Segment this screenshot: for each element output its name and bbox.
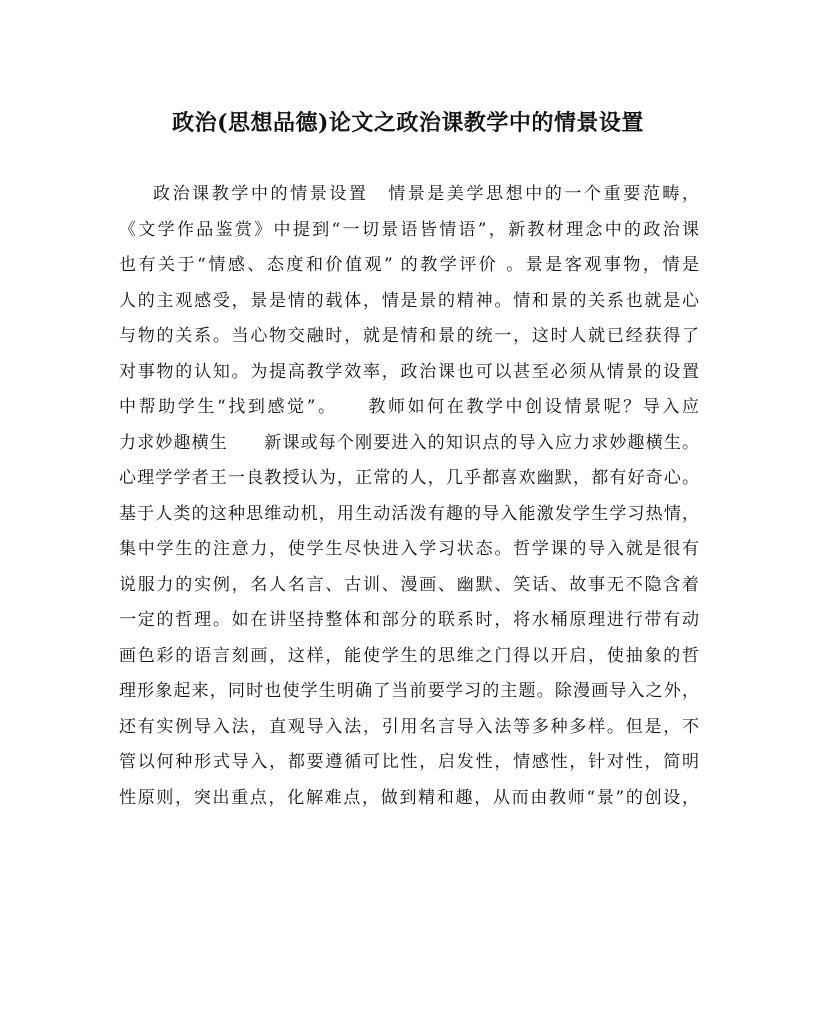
body-line: 管以何种形式导入，都要遵循可比性，启发性，情感性，针对性，简明 <box>119 752 699 772</box>
body-line: 对事物的认知。为提高教学效率，政治课也可以甚至必须从情景的设置 <box>119 361 699 382</box>
body-line: 基于人类的这种思维动机，用生动活泼有趣的导入能激发学生学习热情， <box>119 503 699 524</box>
body-line: 中帮助学生“找到感觉”。 教师如何在教学中创设情景呢？导入应 <box>119 397 699 417</box>
document-body <box>119 183 699 822</box>
body-line: 画色彩的语言刻画，这样，能使学生的思维之门得以开启，使抽象的哲 <box>119 645 699 666</box>
body-line: 心理学学者王一良教授认为，正常的人，几乎都喜欢幽默，都有好奇心。 <box>119 468 699 488</box>
body-line: 理形象起来，同时也使学生明确了当前要学习的主题。除漫画导入之外， <box>119 681 699 701</box>
body-line: 政治课教学中的情景设置 情景是美学思想中的一个重要范畴， <box>153 184 699 204</box>
body-line: 性原则，突出重点，化解难点，做到精和趣，从而由教师“景”的创设， <box>119 787 699 808</box>
body-line: 与物的关系。当心物交融时，就是情和景的统一，这时人就已经获得了 <box>119 326 699 346</box>
body-line: 说服力的实例，名人名言、古训、漫画、幽默、笑话、故事无不隐含着 <box>119 574 699 595</box>
body-line: 人的主观感受，景是情的载体，情是景的精神。情和景的关系也就是心 <box>119 290 699 311</box>
body-line: 还有实例导入法，直观导入法，引用名言导入法等多种多样。但是，不 <box>119 716 699 737</box>
body-line: 一定的哲理。如在讲坚持整体和部分的联系时，将水桶原理进行带有动 <box>119 610 699 630</box>
body-line: 《文学作品鉴赏》中提到“一切景语皆情语”，新教材理念中的政治课 <box>119 219 699 240</box>
document-title: 政治(思想品德)论文之政治课教学中的情景设置 <box>172 110 644 136</box>
body-line: 也有关于“情感、态度和价值观” 的教学评价 。景是客观事物，情是 <box>119 255 699 275</box>
body-line: 力求妙趣横生 新课或每个刚要进入的知识点的导入应力求妙趣横生。 <box>119 432 699 453</box>
body-line: 集中学生的注意力，使学生尽快进入学习状态。哲学课的导入就是很有 <box>119 539 699 559</box>
